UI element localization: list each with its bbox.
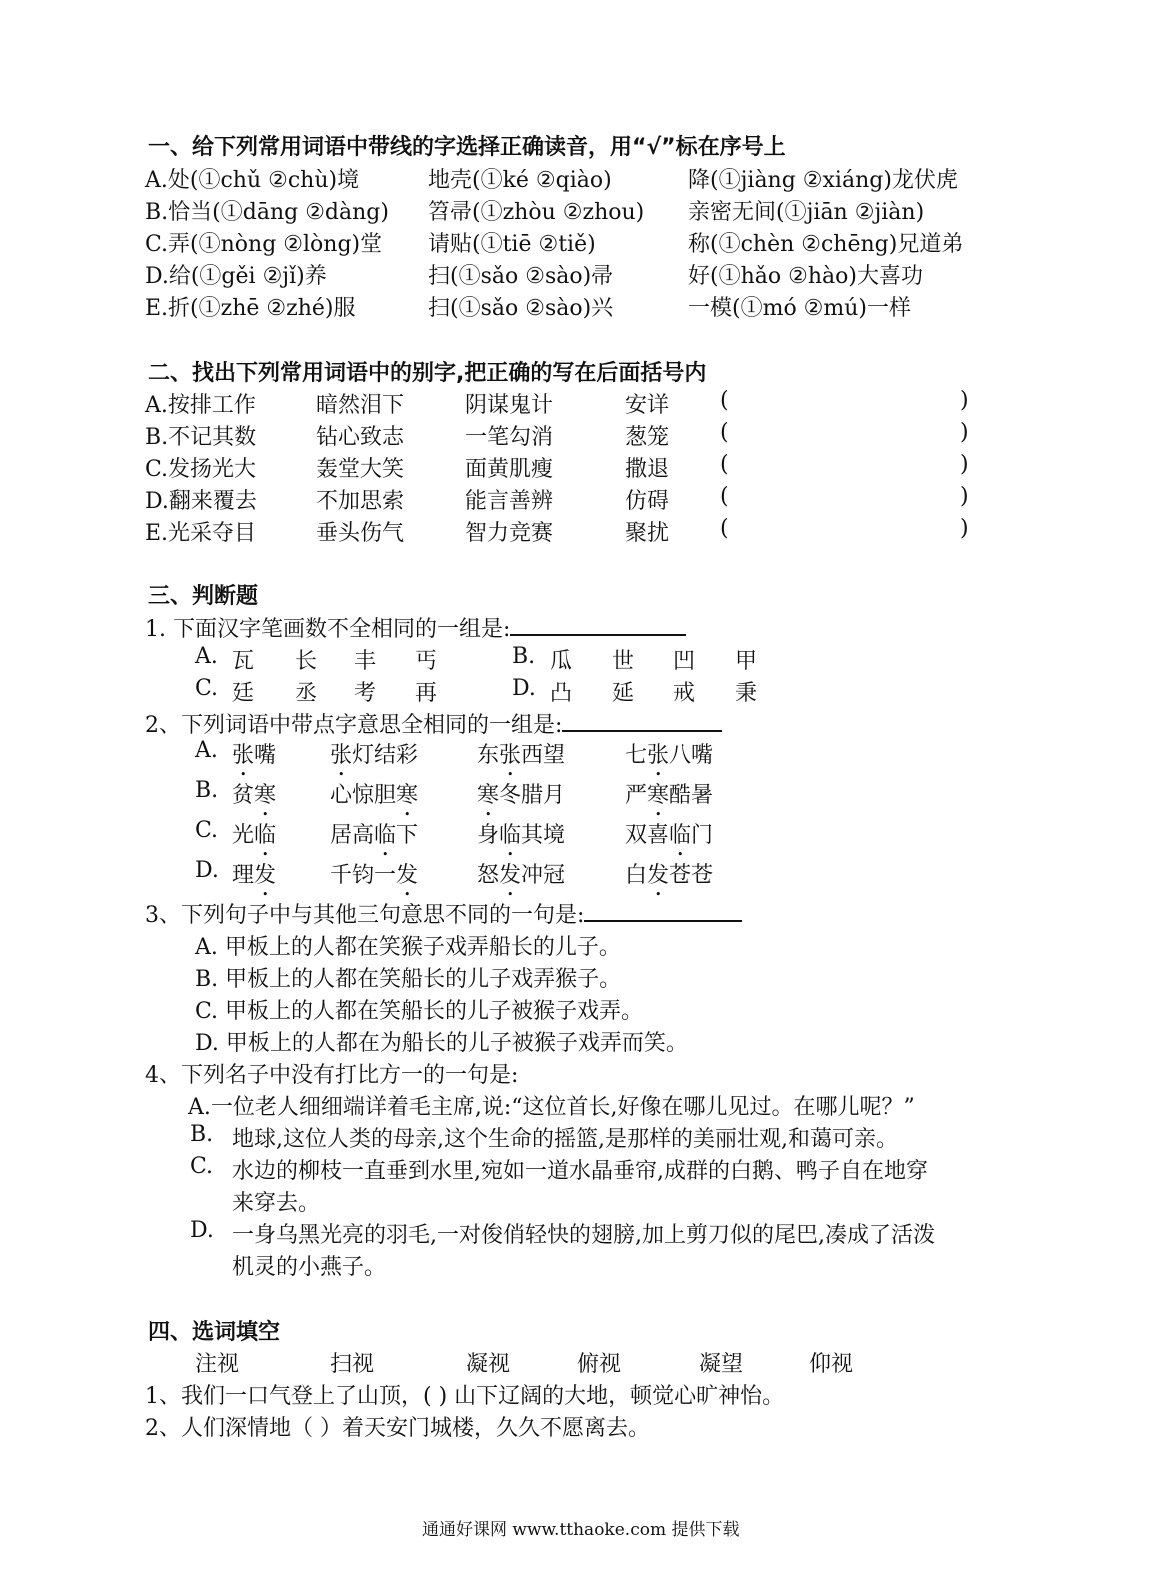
q2-c-word4: 双喜临门 — [625, 823, 714, 848]
q2-b-word4: 严寒酷暑 — [625, 783, 714, 808]
q2-c-word4-dotted-char: 临 — [669, 823, 692, 848]
section-1-heading: 一、给下列常用词语中带线的字选择正确读音，用“√”标在序号上 — [148, 135, 786, 160]
q2-b-word4-dotted-char: 寒 — [647, 783, 670, 808]
q2-d-word2-dotted-char: 发 — [396, 863, 419, 888]
q2-d-word3: 怒发冲冠 — [477, 863, 566, 888]
q2-a-word1-dotted-char: 张 — [232, 743, 255, 768]
s2-row-a-open-paren: ( — [720, 388, 729, 413]
word-bank-item: 俯视 — [577, 1352, 622, 1377]
q1-option-d-char3: 戒 — [673, 681, 696, 706]
q1-option-b-char2: 世 — [612, 649, 635, 674]
word-bank-item: 注视 — [195, 1352, 240, 1377]
q1-option-c-char1: 廷 — [232, 681, 255, 706]
s2-row-c-word3: 面黄肌瘦 — [465, 457, 554, 482]
s2-row-a-word4: 安详 — [625, 393, 670, 418]
q2-d-word4: 白发苍苍 — [625, 863, 714, 888]
q1-option-b-char3: 凹 — [673, 649, 696, 674]
q4-option-c-label: C. — [190, 1154, 214, 1179]
s1-row-b-col1: B.恰当(①dāng ②dàng) — [145, 200, 389, 225]
s2-row-e-close-paren: ) — [960, 516, 969, 541]
s1-row-e-col2: 扫(①sǎo ②sào)兴 — [428, 296, 614, 321]
s1-row-d-col1: D.给(①gěi ②jǐ)养 — [145, 264, 327, 289]
q2-c-word1: 光临 — [232, 823, 277, 848]
s1-row-c-col3: 称(①chèn ②chēng)兄道弟 — [688, 232, 964, 257]
q2-option-c-label: C. — [195, 818, 219, 843]
q2-d-word3-dotted-char: 发 — [499, 863, 522, 888]
q2-c-word3-dotted-char: 临 — [499, 823, 522, 848]
q3-option-c: C. 甲板上的人都在笑船长的儿子被猴子戏弄。 — [195, 999, 644, 1024]
s2-row-e-word1: E.光采夺目 — [145, 521, 257, 546]
q1-option-a-char2: 长 — [295, 649, 318, 674]
s2-row-c-close-paren: ) — [960, 452, 969, 477]
s2-row-d-open-paren: ( — [720, 484, 729, 509]
s2-row-a-word3: 阴谋鬼计 — [465, 393, 554, 418]
q1-option-b-label: B. — [512, 644, 536, 669]
s1-row-d-col2: 扫(①sǎo ②sào)帚 — [428, 264, 614, 289]
q4-option-d-line2: 机灵的小燕子。 — [232, 1255, 387, 1280]
q1-option-a-char3: 丰 — [354, 649, 377, 674]
q2-a-word4-dotted-char: 张 — [647, 743, 670, 768]
footer-source: 通通好课网 www.tthaoke.com 提供下载 — [422, 1520, 740, 1540]
q2-b-word3: 寒冬腊月 — [477, 783, 566, 808]
s1-row-b-col3: 亲密无间(①jiān ②jiàn) — [688, 200, 925, 225]
word-bank-item: 凝视 — [466, 1352, 511, 1377]
q2-option-a-label: A. — [195, 738, 218, 763]
s1-row-a-col3: 降(①jiàng ②xiáng)龙伏虎 — [688, 168, 958, 193]
q2-option-b-label: B. — [195, 778, 219, 803]
q1-stem: 1. 下面汉字笔画数不全相同的一组是: — [145, 612, 686, 643]
q2-a-word2: 张灯结彩 — [330, 743, 419, 768]
q4-stem: 4、下列名子中没有打比方一的一句是: — [145, 1063, 519, 1088]
s2-row-d-word1: D.翻来覆去 — [145, 489, 257, 514]
q1-option-a-char1: 瓦 — [232, 649, 255, 674]
q1-answer-blank[interactable] — [510, 612, 686, 636]
s2-row-b-close-paren: ) — [960, 420, 969, 445]
q4-option-b-text: 地球,这位人类的母亲,这个生命的摇篮,是那样的美丽壮观,和蔼可亲。 — [232, 1127, 898, 1152]
q3-option-d: D. 甲板上的人都在为船长的儿子被猴子戏弄而笑。 — [195, 1031, 688, 1056]
q1-option-c-char3: 考 — [354, 681, 377, 706]
s4-question-2: 2、人们深情地（ ）着天安门城楼，久久不愿离去。 — [145, 1416, 650, 1441]
q2-stem: 2、下列词语中带点字意思全相同的一组是: — [145, 708, 722, 739]
s2-row-b-word3: 一笔勾消 — [465, 425, 554, 450]
s2-row-e-word4: 聚扰 — [625, 521, 670, 546]
q1-option-c-char2: 丞 — [295, 681, 318, 706]
q2-b-word2: 心惊胆寒 — [330, 783, 419, 808]
s2-row-e-word3: 智力竞赛 — [465, 521, 554, 546]
q2-a-word1: 张嘴 — [232, 743, 277, 768]
s2-row-a-close-paren: ) — [960, 388, 969, 413]
s1-row-c-col1: C.弄(①nòng ②lòng)堂 — [145, 232, 383, 257]
q2-b-word2-dotted-char: 寒 — [396, 783, 419, 808]
s2-row-d-word3: 能言善辨 — [465, 489, 554, 514]
s2-row-b-word2: 钻心致志 — [316, 425, 405, 450]
q1-option-d-char4: 秉 — [735, 681, 758, 706]
s2-row-d-word4: 仿碍 — [625, 489, 670, 514]
q2-option-d-label: D. — [195, 858, 219, 883]
q1-option-d-char1: 凸 — [550, 681, 573, 706]
s2-row-c-open-paren: ( — [720, 452, 729, 477]
word-bank-item: 扫视 — [330, 1352, 375, 1377]
q2-b-word1-dotted-char: 寒 — [254, 783, 277, 808]
q3-stem: 3、下列句子中与其他三句意思不同的一句是: — [145, 898, 742, 929]
q1-option-b-char4: 甲 — [735, 649, 758, 674]
s1-row-a-col1: A.处(①chǔ ②chù)境 — [145, 168, 360, 193]
q2-c-word3: 身临其境 — [477, 823, 566, 848]
section-2-heading: 二、找出下列常用词语中的别字,把正确的写在后面括号内 — [148, 361, 707, 386]
q1-option-a-char4: 丐 — [415, 649, 438, 674]
s2-row-b-word4: 葱笼 — [625, 425, 670, 450]
q1-option-c-label: C. — [195, 676, 219, 701]
q2-b-word3-dotted-char: 寒 — [477, 783, 500, 808]
s2-row-b-word1: B.不记其数 — [145, 425, 257, 450]
word-bank-item: 仰视 — [809, 1352, 854, 1377]
s1-row-a-col2: 地壳(①ké ②qiào) — [428, 168, 612, 193]
q1-option-b-char1: 瓜 — [550, 649, 573, 674]
q2-a-word2-dotted-char: 张 — [330, 743, 353, 768]
q3-answer-blank[interactable] — [584, 898, 742, 922]
q2-b-word1: 贫寒 — [232, 783, 277, 808]
q4-option-d-label: D. — [190, 1218, 214, 1243]
section-4-heading: 四、选词填空 — [148, 1320, 281, 1345]
word-bank-item: 凝望 — [699, 1352, 744, 1377]
q2-a-word3-dotted-char: 张 — [499, 743, 522, 768]
s1-row-e-col1: E.折(①zhē ②zhé)服 — [145, 296, 356, 321]
q4-option-b-label: B. — [190, 1122, 214, 1147]
s2-row-b-open-paren: ( — [720, 420, 729, 445]
q2-c-word2-dotted-char: 临 — [374, 823, 397, 848]
q2-a-word3: 东张西望 — [477, 743, 566, 768]
q4-option-c-line2: 来穿去。 — [232, 1191, 321, 1216]
q2-c-word1-dotted-char: 临 — [254, 823, 277, 848]
q1-option-d-char2: 延 — [612, 681, 635, 706]
s2-row-a-word1: A.按排工作 — [145, 393, 256, 418]
s2-row-e-word2: 垂头伤气 — [316, 521, 405, 546]
q3-option-b: B. 甲板上的人都在笑船长的儿子戏弄猴子。 — [195, 967, 622, 992]
s2-row-c-word1: C.发扬光大 — [145, 457, 257, 482]
s2-row-e-open-paren: ( — [720, 516, 729, 541]
s4-question-1: 1、我们一口气登上了山顶，( ) 山下辽阔的大地，顿觉心旷神怡。 — [145, 1384, 785, 1409]
q2-answer-blank[interactable] — [562, 708, 722, 732]
q1-option-a-label: A. — [195, 644, 218, 669]
q4-option-c-line1: 水边的柳枝一直垂到水里,宛如一道水晶垂帘,成群的白鹅、鸭子自在地穿 — [232, 1159, 928, 1184]
s1-row-e-col3: 一模(①mó ②mú)一样 — [688, 296, 912, 321]
s1-row-b-col2: 笤帚(①zhòu ②zhou) — [428, 200, 645, 225]
q2-d-word1: 理发 — [232, 863, 277, 888]
q1-option-d-label: D. — [512, 676, 536, 701]
section-3-heading: 三、判断题 — [148, 584, 259, 609]
q3-option-a: A. 甲板上的人都在笑猴子戏弄船长的儿子。 — [195, 935, 621, 960]
q2-c-word2: 居高临下 — [330, 823, 419, 848]
s2-row-c-word2: 轰堂大笑 — [316, 457, 405, 482]
q2-d-word1-dotted-char: 发 — [254, 863, 277, 888]
s2-row-d-close-paren: ) — [960, 484, 969, 509]
s1-row-c-col2: 请贴(①tiē ②tiě) — [428, 232, 596, 257]
q4-option-a: A.一位老人细细端详着毛主席,说:“这位首长,好像在哪儿见过。在哪儿呢？” — [188, 1095, 915, 1120]
q1-option-c-char4: 再 — [415, 681, 438, 706]
q2-d-word2: 千钧一发 — [330, 863, 419, 888]
s2-row-c-word4: 撒退 — [625, 457, 670, 482]
s1-row-d-col3: 好(①hǎo ②hào)大喜功 — [688, 264, 923, 289]
s2-row-a-word2: 暗然泪下 — [316, 393, 405, 418]
s2-row-d-word2: 不加思索 — [316, 489, 405, 514]
q4-option-d-line1: 一身乌黑光亮的羽毛,一对俊俏轻快的翅膀,加上剪刀似的尾巴,凑成了活泼 — [232, 1223, 935, 1248]
q2-d-word4-dotted-char: 发 — [647, 863, 670, 888]
q2-a-word4: 七张八嘴 — [625, 743, 714, 768]
